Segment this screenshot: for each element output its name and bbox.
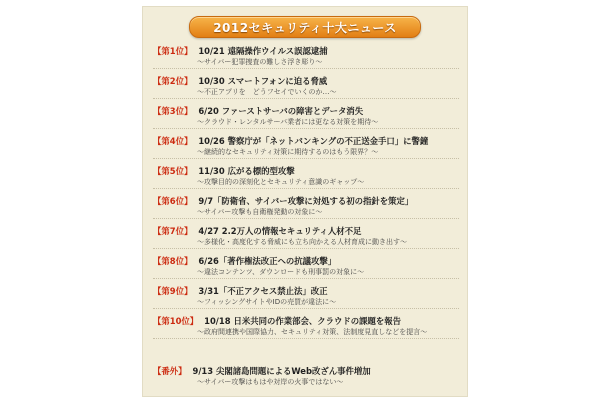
headline: 9/7「防衛省、サイバー攻撃に対処する初の指針を策定」 xyxy=(198,196,414,206)
item-headline-row xyxy=(153,225,361,237)
subtitle: ～違法コンテンツ、ダウンロードも刑事罰の対象に～ xyxy=(197,268,365,276)
item-headline-row xyxy=(153,195,413,207)
headline: 6/26「著作権法改正への抗議攻撃」 xyxy=(198,256,337,266)
list-item xyxy=(153,161,459,189)
list-item xyxy=(153,311,459,339)
list-item xyxy=(153,281,459,309)
title-banner xyxy=(189,16,421,38)
list-item xyxy=(153,131,459,159)
headline: 10/21 遠隔操作ウイルス誤認逮捕 xyxy=(198,46,328,56)
subtitle: ～不正アプリを どうフセイでいくのか…～ xyxy=(197,88,337,96)
headline: 10/26 警察庁が「ネットバンキングの不正送金手口」に警鐘 xyxy=(198,136,429,146)
headline: 10/18 日米共同の作業部会、クラウドの課題を報告 xyxy=(204,316,401,326)
rank-label: 【第9位】 xyxy=(153,286,193,296)
list-item xyxy=(153,191,459,219)
rank-label: 【第1位】 xyxy=(153,46,193,56)
rank-label: 【第6位】 xyxy=(153,196,193,206)
list-item xyxy=(153,101,459,129)
list-item-extra xyxy=(153,361,459,388)
headline: 9/13 尖閣諸島問題によるWeb改ざん事件増加 xyxy=(192,366,371,376)
rank-label: 【第7位】 xyxy=(153,226,193,236)
headline: 11/30 広がる標的型攻撃 xyxy=(198,166,295,176)
subtitle: ～サイバー攻撃も自衛権発動の対象に～ xyxy=(197,208,323,216)
subtitle: ～多様化・高度化する脅威にも立ち向かえる人材育成に動き出す～ xyxy=(197,238,407,246)
item-headline-row xyxy=(153,45,328,57)
list-item xyxy=(153,251,459,279)
rank-label: 【第5位】 xyxy=(153,166,193,176)
headline: 10/30 スマートフォンに迫る脅威 xyxy=(198,76,328,86)
subtitle: ～政府間連携や国際協力、セキュリティ対策、法制度見直しなどを提言～ xyxy=(197,328,428,336)
headline: 6/20 ファーストサーバの障害とデータ消失 xyxy=(198,106,364,116)
list-item xyxy=(153,221,459,249)
item-headline-row xyxy=(153,135,428,147)
rank-label: 【第10位】 xyxy=(153,316,199,326)
rank-label: 【第3位】 xyxy=(153,106,193,116)
rank-label: 【番外】 xyxy=(153,366,187,376)
rank-label: 【第4位】 xyxy=(153,136,193,146)
subtitle: ～サイバー攻撃はもはや対岸の火事ではない～ xyxy=(197,378,344,386)
item-headline-row xyxy=(153,75,327,87)
item-headline-row xyxy=(153,285,328,297)
panel-title: 2012セキュリティ十大ニュース xyxy=(213,20,397,35)
rank-label: 【第8位】 xyxy=(153,256,193,266)
subtitle: ～攻撃目的の深刻化とセキュリティ意識のギャップ～ xyxy=(197,178,365,186)
rank-label: 【第2位】 xyxy=(153,76,193,86)
list-item xyxy=(153,71,459,99)
list-item xyxy=(153,41,459,69)
subtitle: ～継続的なセキュリティ対策に期待するのはもう限界？～ xyxy=(197,148,379,156)
item-headline-row xyxy=(153,255,336,267)
item-headline-row xyxy=(153,315,401,327)
news-panel xyxy=(142,6,468,397)
item-headline-row xyxy=(153,165,295,177)
subtitle: ～サイバー犯罪捜査の難しさ浮き彫り～ xyxy=(197,58,323,66)
headline: 3/31「不正アクセス禁止法」改正 xyxy=(198,286,328,296)
headline: 4/27 2.2万人の情報セキュリティ人材不足 xyxy=(198,226,362,236)
item-headline-row xyxy=(153,105,363,117)
subtitle: ～クラウド・レンタルサーバ業者には更なる対策を期待～ xyxy=(197,118,379,126)
item-headline-row xyxy=(153,365,371,377)
subtitle: ～フィッシングサイトやIDの売買が違法に～ xyxy=(197,298,337,306)
